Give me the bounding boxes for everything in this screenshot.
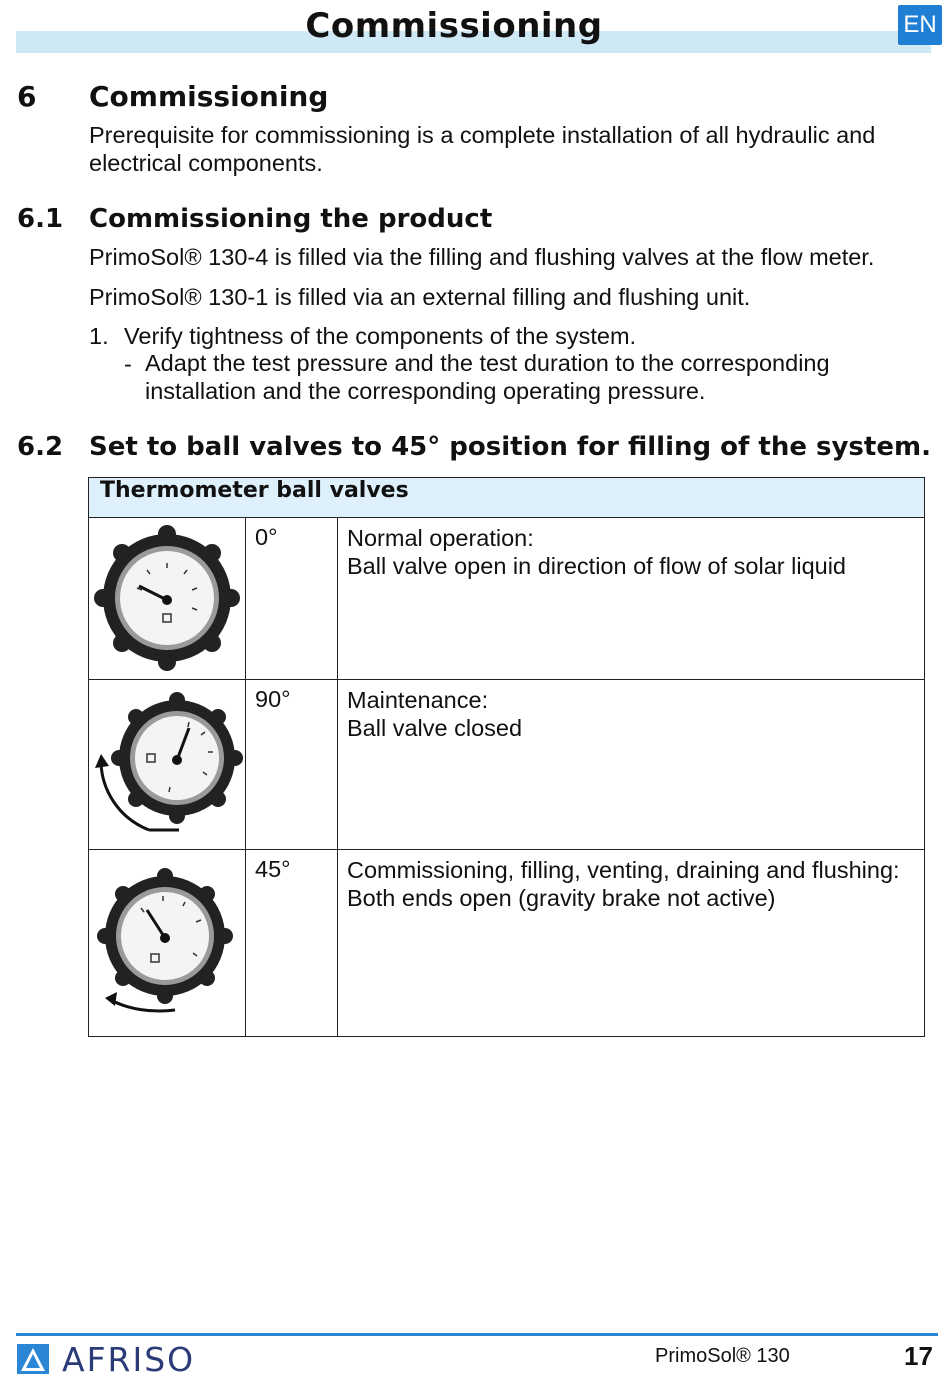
description-text: Ball valve open in direction of flow of solar liquid xyxy=(347,553,846,579)
section-number: 6.2 xyxy=(17,432,64,462)
paragraph: electrical components. xyxy=(89,150,323,176)
sub-item-line: installation and the corresponding operating pressure. xyxy=(145,378,706,404)
angle-value: 90° xyxy=(246,680,338,850)
section-title: Commissioning the product xyxy=(89,204,493,234)
thermometer-gauge-icon xyxy=(89,680,245,843)
description-title: Normal operation: xyxy=(347,525,534,551)
description-text: Ball valve closed xyxy=(347,715,523,741)
afriso-logo-icon xyxy=(17,1344,49,1374)
table-row xyxy=(89,518,925,680)
section-number: 6 xyxy=(17,80,37,113)
section-title: Set to ball valves to 45° position for filling of the system. xyxy=(89,432,931,462)
section-number: 6.1 xyxy=(17,204,64,234)
paragraph: PrimoSol® 130-1 is filled via an external filling and flushing unit. xyxy=(89,284,751,310)
table-row xyxy=(89,680,925,850)
thermometer-ball-valves-table xyxy=(88,477,925,1037)
product-name: PrimoSol® 130 xyxy=(655,1345,790,1367)
brand-name: AFRISO xyxy=(62,1340,196,1379)
description-cell xyxy=(338,850,925,1037)
thermometer-gauge-icon xyxy=(89,850,245,1030)
paragraph: PrimoSol® 130-4 is filled via the filling and flushing valves at the flow meter. xyxy=(89,244,875,270)
thermometer-gauge-icon xyxy=(89,518,245,673)
list-item-number: 1. xyxy=(89,323,109,349)
page-title: Commissioning xyxy=(305,6,603,46)
table-header: Thermometer ball valves xyxy=(89,478,925,518)
table-row xyxy=(89,850,925,1037)
description-title: Commissioning, filling, venting, draining and flushing: xyxy=(347,857,900,883)
list-item-text: Verify tightness of the components of the system. xyxy=(124,323,637,349)
gauge-image-cell xyxy=(89,518,246,680)
sub-item-line: Adapt the test pressure and the test duration to the corresponding xyxy=(145,350,830,376)
gauge-image-cell xyxy=(89,850,246,1037)
paragraph: Prerequisite for commissioning is a complete installation of all hydraulic and xyxy=(89,122,876,148)
language-badge[interactable]: EN xyxy=(898,5,942,45)
page-number: 17 xyxy=(904,1341,933,1371)
section-title: Commissioning xyxy=(89,80,329,113)
description-title: Maintenance: xyxy=(347,687,489,713)
footer-divider xyxy=(16,1333,938,1336)
angle-value: 0° xyxy=(246,518,338,680)
angle-value: 45° xyxy=(246,850,338,1037)
description-text: Both ends open (gravity brake not active) xyxy=(347,885,776,911)
description-cell xyxy=(338,518,925,680)
gauge-image-cell xyxy=(89,680,246,850)
description-cell xyxy=(338,680,925,850)
sub-item-dash: - xyxy=(124,351,132,377)
sub-item-text xyxy=(145,349,925,405)
